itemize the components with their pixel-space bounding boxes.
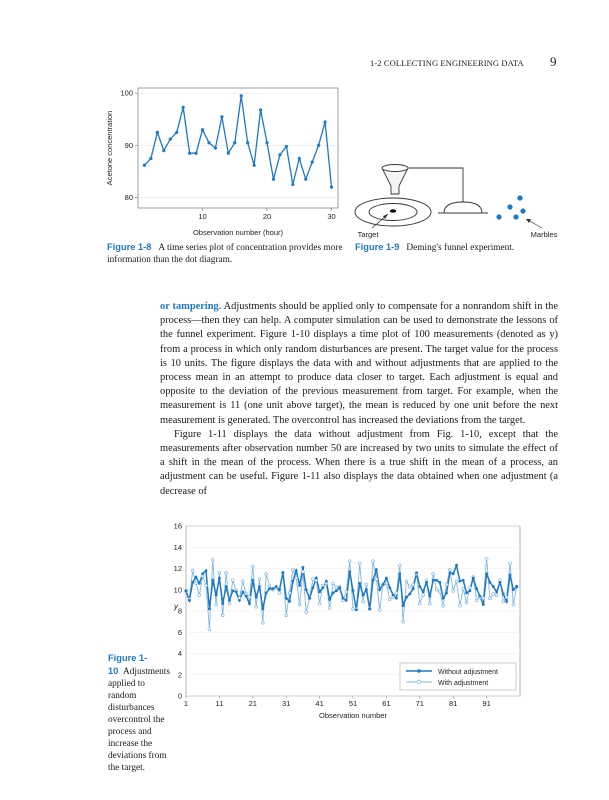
without-adjustment-point bbox=[225, 585, 228, 588]
with-adjustment-point bbox=[318, 602, 321, 605]
without-adjustment-point bbox=[342, 597, 345, 600]
with-adjustment-point bbox=[492, 593, 495, 596]
y-tick-label: 14 bbox=[173, 542, 182, 552]
without-adjustment-point bbox=[348, 570, 351, 573]
without-adjustment-point bbox=[261, 607, 264, 610]
with-adjustment-point bbox=[458, 604, 461, 607]
with-adjustment-point bbox=[405, 580, 408, 583]
with-adjustment-point bbox=[345, 590, 348, 593]
x-tick-label: 10 bbox=[198, 212, 207, 221]
with-adjustment-point bbox=[462, 587, 465, 590]
with-adjustment-point bbox=[445, 583, 448, 586]
with-adjustment-point bbox=[218, 571, 221, 574]
without-adjustment-point bbox=[382, 583, 385, 586]
y-tick-label: 4 bbox=[177, 649, 182, 658]
with-adjustment-point bbox=[248, 596, 251, 599]
x-tick-label: 91 bbox=[482, 699, 491, 708]
with-adjustment-point bbox=[228, 602, 231, 605]
data-point bbox=[169, 138, 172, 141]
with-adjustment-point bbox=[225, 571, 228, 574]
with-adjustment-point bbox=[475, 599, 478, 602]
without-adjustment-point bbox=[515, 585, 518, 588]
with-adjustment-point bbox=[432, 572, 435, 575]
without-adjustment-point bbox=[398, 572, 401, 575]
with-adjustment-point bbox=[512, 603, 515, 606]
x-tick-label: 21 bbox=[248, 699, 257, 708]
with-adjustment-point bbox=[265, 572, 268, 575]
marble-icon bbox=[517, 195, 522, 200]
figure-1-8-caption-text: A time series plot of concentration provides more information than the dot diagram. bbox=[107, 243, 343, 265]
without-adjustment-point bbox=[298, 584, 301, 587]
data-point bbox=[272, 178, 275, 181]
data-point bbox=[227, 152, 230, 155]
with-adjustment-point bbox=[495, 594, 498, 597]
with-adjustment-point bbox=[365, 583, 368, 586]
without-adjustment-point bbox=[368, 607, 371, 610]
x-axis-label: Observation number (hour) bbox=[192, 228, 284, 237]
without-adjustment-point bbox=[415, 571, 418, 574]
without-adjustment-point bbox=[495, 590, 498, 593]
with-adjustment-point bbox=[221, 614, 224, 617]
with-adjustment-point bbox=[388, 598, 391, 601]
with-adjustment-point bbox=[211, 559, 214, 562]
concentration-series-line bbox=[145, 96, 332, 187]
x-tick-label: 1 bbox=[183, 699, 189, 708]
funnel-experiment-diagram bbox=[350, 140, 560, 240]
x-tick-label: 41 bbox=[315, 699, 324, 708]
data-point bbox=[233, 141, 236, 144]
data-point bbox=[330, 186, 333, 189]
legend bbox=[400, 663, 516, 690]
without-adjustment-point bbox=[442, 597, 445, 600]
with-adjustment-point bbox=[305, 611, 308, 614]
without-adjustment-point bbox=[328, 598, 331, 601]
without-adjustment-point bbox=[228, 599, 231, 602]
data-point bbox=[317, 144, 320, 147]
with-adjustment-point bbox=[398, 564, 401, 567]
without-adjustment-point bbox=[322, 586, 325, 589]
without-adjustment-point bbox=[238, 599, 241, 602]
without-adjustment-point bbox=[268, 587, 271, 590]
with-adjustment-point bbox=[402, 620, 405, 623]
without-adjustment-point bbox=[375, 568, 378, 571]
without-adjustment-point bbox=[438, 581, 441, 584]
y-tick-label: 10 bbox=[173, 585, 182, 595]
without-adjustment-point bbox=[422, 590, 425, 593]
without-adjustment-point bbox=[312, 586, 315, 589]
data-point bbox=[311, 160, 314, 163]
with-adjustment-point bbox=[205, 584, 208, 587]
without-adjustment-point bbox=[452, 572, 455, 575]
with-adjustment-point bbox=[505, 596, 508, 599]
without-adjustment-point bbox=[198, 582, 201, 585]
with-adjustment-point bbox=[438, 590, 441, 593]
without-adjustment-point bbox=[492, 585, 495, 588]
y-tick-label: 90 bbox=[124, 140, 133, 150]
with-adjustment-point bbox=[418, 602, 421, 605]
without-adjustment-point bbox=[188, 599, 191, 602]
with-adjustment-point bbox=[258, 578, 261, 581]
without-adjustment-point bbox=[448, 571, 451, 574]
with-adjustment-point bbox=[298, 603, 301, 606]
with-adjustment-point bbox=[435, 588, 438, 591]
with-adjustment-point bbox=[328, 606, 331, 609]
y-tick-label: 80 bbox=[124, 193, 133, 203]
without-adjustment-point bbox=[275, 585, 278, 588]
with-adjustment-point bbox=[278, 592, 281, 595]
without-adjustment-point bbox=[372, 579, 375, 582]
legend-marker-filled bbox=[417, 669, 421, 673]
without-adjustment-point bbox=[465, 592, 468, 595]
data-point bbox=[298, 157, 301, 160]
without-adjustment-point bbox=[455, 564, 458, 567]
x-tick-label: 51 bbox=[348, 699, 358, 708]
funnel-rim bbox=[382, 165, 408, 172]
without-adjustment-point bbox=[255, 596, 258, 599]
without-adjustment-point bbox=[485, 572, 488, 575]
y-tick-label: 8 bbox=[177, 606, 182, 616]
without-adjustment-point bbox=[502, 593, 505, 596]
with-adjustment-point bbox=[485, 558, 488, 561]
with-adjustment-point bbox=[268, 584, 271, 587]
without-adjustment-point bbox=[308, 597, 311, 600]
data-point bbox=[259, 108, 262, 111]
with-adjustment-point bbox=[332, 582, 335, 585]
plot-frame bbox=[138, 88, 338, 208]
running-head: 1-2 COLLECTING ENGINEERING DATA bbox=[370, 58, 524, 68]
without-adjustment-point bbox=[475, 587, 478, 590]
y-tick-label: 0 bbox=[177, 691, 182, 701]
without-adjustment-point bbox=[412, 587, 415, 590]
without-adjustment-point bbox=[245, 595, 248, 598]
funnel-support-arm bbox=[408, 168, 463, 202]
y-tick-label: 12 bbox=[173, 564, 182, 573]
data-point bbox=[291, 183, 294, 186]
with-adjustment-point bbox=[312, 578, 315, 581]
legend-label-with-adjustment: With adjustment bbox=[438, 680, 489, 687]
without-adjustment-point bbox=[445, 592, 448, 595]
target-mark bbox=[390, 209, 396, 213]
data-point bbox=[246, 141, 249, 144]
without-adjustment-point bbox=[205, 569, 208, 572]
without-adjustment-point bbox=[352, 589, 355, 592]
with-adjustment-point bbox=[288, 592, 291, 595]
with-adjustment-point bbox=[509, 562, 512, 565]
without-adjustment-point bbox=[191, 581, 194, 584]
without-adjustment-point bbox=[425, 581, 428, 584]
legend-label-without-adjustment: Without adjustment bbox=[438, 669, 498, 676]
data-point bbox=[143, 164, 146, 167]
marble-icon bbox=[513, 214, 518, 219]
figure-1-10-label: Figure 1-10 bbox=[108, 653, 148, 676]
with-adjustment-point bbox=[395, 592, 398, 595]
figure-1-10-caption bbox=[108, 652, 171, 774]
with-adjustment-point bbox=[422, 594, 425, 597]
data-point bbox=[149, 157, 152, 160]
with-adjustment-point bbox=[208, 628, 211, 631]
without-adjustment-point bbox=[281, 571, 284, 574]
without-adjustment-point bbox=[258, 585, 261, 588]
without-adjustment-point bbox=[195, 576, 198, 579]
without-adjustment-point bbox=[215, 594, 218, 597]
with-adjustment-point bbox=[452, 589, 455, 592]
without-adjustment-point bbox=[355, 609, 358, 612]
with-adjustment-point bbox=[362, 600, 365, 603]
with-adjustment-point bbox=[285, 614, 288, 617]
without-adjustment-point bbox=[435, 579, 438, 582]
figure-1-8-chart bbox=[100, 85, 345, 242]
without-adjustment-point bbox=[335, 589, 338, 592]
without-adjustment-point bbox=[512, 588, 515, 591]
without-adjustment-point bbox=[395, 597, 398, 600]
without-adjustment-point bbox=[385, 577, 388, 580]
without-adjustment-point bbox=[482, 603, 485, 606]
without-adjustment-point bbox=[418, 585, 421, 588]
y-tick-label: 16 bbox=[173, 521, 182, 531]
without-adjustment-point bbox=[392, 594, 395, 597]
data-point bbox=[220, 115, 223, 118]
with-adjustment-point bbox=[465, 601, 468, 604]
with-adjustment-point bbox=[261, 621, 264, 624]
without-adjustment-point bbox=[428, 595, 431, 598]
data-point bbox=[265, 141, 268, 144]
with-adjustment-point bbox=[295, 577, 298, 580]
y-tick-label: 100 bbox=[120, 88, 133, 98]
data-point bbox=[188, 152, 191, 155]
with-adjustment-point bbox=[251, 565, 254, 568]
paragraph-1-text: . Adjustments should be applied only to compensate for a nonrandom shift in the process—then they can help. A computer simulation can be used to demonstrate the lessons of the funnel experiment. Figure 1-10 displays a time plot of 100 measurements (denoted as y) from a process in which only random disturbances are present. The target value for the process is 10 units. The figure displays the data with and without adjustments that are applied to the process mean in an attempt to produce data closer to target. Each adjustment is equal and opposite to the deviation of the previous measurement from target. For example, when the measurement is 11 (one unit above target), the mean is reduced by one unit before the next measurement is generated. The overcontrol has increased the deviations from the target. bbox=[160, 301, 558, 426]
with-adjustment-point bbox=[335, 586, 338, 589]
data-point bbox=[285, 145, 288, 148]
without-adjustment-point bbox=[365, 588, 368, 591]
with-adjustment-point bbox=[378, 609, 381, 612]
with-adjustment-point bbox=[291, 568, 294, 571]
without-adjustment-point bbox=[288, 600, 291, 603]
paragraph-2: Figure 1-11 displays the data without adjustment from Fig. 1-10, except that the measurements after observation number 50 are increased by two units to simulate the effect of a shift in the mean of the process. When there is a true shift in the mean of a process, an adjustment can be useful. Figure 1-11 also displays the data obtained when one adjustment (a decrease of bbox=[160, 428, 558, 497]
with-adjustment-point bbox=[469, 586, 472, 589]
with-adjustment-point bbox=[348, 560, 351, 563]
data-point bbox=[278, 153, 281, 156]
figure-1-10-caption-text: Adjustments applied to random disturbances overcontrol the process and increase the deviations from the target. bbox=[108, 667, 171, 773]
marbles-label: Marbles bbox=[530, 230, 558, 239]
without-adjustment-point bbox=[241, 590, 244, 593]
with-adjustment-point bbox=[372, 560, 375, 563]
x-tick-label: 31 bbox=[282, 699, 291, 708]
without-adjustment-point bbox=[305, 588, 308, 591]
data-point bbox=[253, 164, 256, 167]
without-adjustment-point bbox=[302, 566, 305, 569]
x-tick-label: 71 bbox=[415, 699, 424, 708]
without-adjustment-point bbox=[251, 579, 254, 582]
with-adjustment-point bbox=[408, 585, 411, 588]
without-adjustment-point bbox=[458, 580, 461, 583]
with-adjustment-point bbox=[482, 597, 485, 600]
without-adjustment-point bbox=[248, 602, 251, 605]
x-tick-label: 81 bbox=[449, 699, 458, 708]
figure-1-10-chart bbox=[168, 518, 528, 723]
without-adjustment-point bbox=[462, 579, 465, 582]
without-adjustment-point bbox=[231, 589, 234, 592]
without-adjustment-point bbox=[509, 573, 512, 576]
without-adjustment-point bbox=[185, 589, 188, 592]
funnel-stand-base bbox=[444, 202, 482, 213]
without-adjustment-point bbox=[472, 577, 475, 580]
data-point bbox=[240, 94, 243, 97]
without-adjustment-point bbox=[285, 597, 288, 600]
without-adjustment-point bbox=[505, 600, 508, 603]
without-adjustment-point bbox=[469, 589, 472, 592]
without-adjustment-point bbox=[235, 590, 238, 593]
without-adjustment-point bbox=[358, 582, 361, 585]
figure-1-9-caption bbox=[355, 241, 555, 254]
without-adjustment-point bbox=[408, 593, 411, 596]
with-adjustment-point bbox=[352, 607, 355, 610]
data-point bbox=[156, 131, 159, 134]
without-adjustment-point bbox=[218, 577, 221, 580]
without-adjustment-point bbox=[362, 594, 365, 597]
with-adjustment-point bbox=[198, 594, 201, 597]
marble-icon bbox=[507, 204, 512, 209]
without-adjustment-point bbox=[208, 607, 211, 610]
without-adjustment-point bbox=[318, 590, 321, 593]
with-adjustment-point bbox=[358, 562, 361, 565]
y-tick-label: 2 bbox=[177, 670, 182, 680]
without-adjustment-point bbox=[221, 602, 224, 605]
marble-icon bbox=[496, 214, 501, 219]
figure-1-8-label: Figure 1-8 bbox=[107, 242, 152, 252]
without-adjustment-point bbox=[499, 581, 502, 584]
without-adjustment-point bbox=[332, 592, 335, 595]
data-point bbox=[323, 120, 326, 123]
without-adjustment-point bbox=[201, 572, 204, 575]
paragraph-1 bbox=[160, 300, 558, 428]
without-adjustment-point bbox=[315, 577, 318, 580]
page-number: 9 bbox=[550, 54, 557, 69]
without-adjustment-point bbox=[378, 588, 381, 591]
data-point bbox=[207, 141, 210, 144]
without-adjustment-point bbox=[489, 581, 492, 584]
marble-icon bbox=[520, 208, 525, 213]
with-adjustment-point bbox=[455, 580, 458, 583]
x-tick-label: 11 bbox=[215, 699, 224, 708]
without-adjustment-point bbox=[278, 588, 281, 591]
figure-1-9-label: Figure 1-9 bbox=[355, 242, 400, 252]
y-axis-label: y bbox=[174, 602, 178, 611]
data-point bbox=[304, 178, 307, 181]
without-adjustment-point bbox=[325, 580, 328, 583]
x-tick-label: 20 bbox=[262, 212, 272, 221]
data-point bbox=[214, 146, 217, 149]
x-tick-label: 30 bbox=[327, 212, 336, 221]
without-adjustment-point bbox=[265, 592, 268, 595]
with-adjustment-point bbox=[412, 583, 415, 586]
with-adjustment-point bbox=[195, 582, 198, 585]
y-axis-label: Acetone concentration bbox=[105, 110, 114, 186]
without-adjustment-point bbox=[211, 579, 214, 582]
target-label: Target bbox=[357, 230, 379, 239]
without-adjustment-point bbox=[338, 586, 341, 589]
legend-marker-open bbox=[417, 680, 421, 684]
without-adjustment-point bbox=[345, 599, 348, 602]
without-adjustment-point bbox=[405, 596, 408, 599]
with-adjustment-point bbox=[215, 603, 218, 606]
body-text bbox=[160, 300, 558, 499]
without-adjustment-point bbox=[271, 587, 274, 590]
figure-1-9-caption-text: Deming's funnel experiment. bbox=[406, 243, 515, 253]
data-point bbox=[182, 106, 185, 109]
without-adjustment-point bbox=[388, 586, 391, 589]
x-axis-label: Observation number bbox=[319, 711, 387, 720]
y-tick-label: 6 bbox=[177, 627, 182, 637]
with-adjustment-point bbox=[191, 569, 194, 572]
without-adjustment-point bbox=[432, 579, 435, 582]
with-adjustment-point bbox=[375, 578, 378, 581]
without-adjustment-point bbox=[295, 569, 298, 572]
with-adjustment-point bbox=[255, 605, 258, 608]
with-adjustment-point bbox=[241, 580, 244, 583]
without-adjustment-point bbox=[479, 595, 482, 598]
with-adjustment-point bbox=[489, 597, 492, 600]
with-adjustment-point bbox=[302, 570, 305, 573]
with-adjustment-point bbox=[502, 600, 505, 603]
figure-1-8-caption bbox=[107, 241, 347, 266]
with-adjustment-point bbox=[428, 602, 431, 605]
without-adjustment-point bbox=[402, 604, 405, 607]
with-adjustment-point bbox=[442, 604, 445, 607]
tampering-keyword: or tampering bbox=[160, 301, 219, 312]
data-point bbox=[162, 149, 165, 152]
x-tick-label: 61 bbox=[382, 699, 391, 708]
with-adjustment-point bbox=[448, 568, 451, 571]
with-adjustment-point bbox=[385, 582, 388, 585]
without-adjustment-point bbox=[291, 580, 294, 583]
data-point bbox=[194, 152, 197, 155]
with-adjustment-point bbox=[231, 579, 234, 582]
data-point bbox=[175, 131, 178, 134]
data-point bbox=[201, 128, 204, 131]
